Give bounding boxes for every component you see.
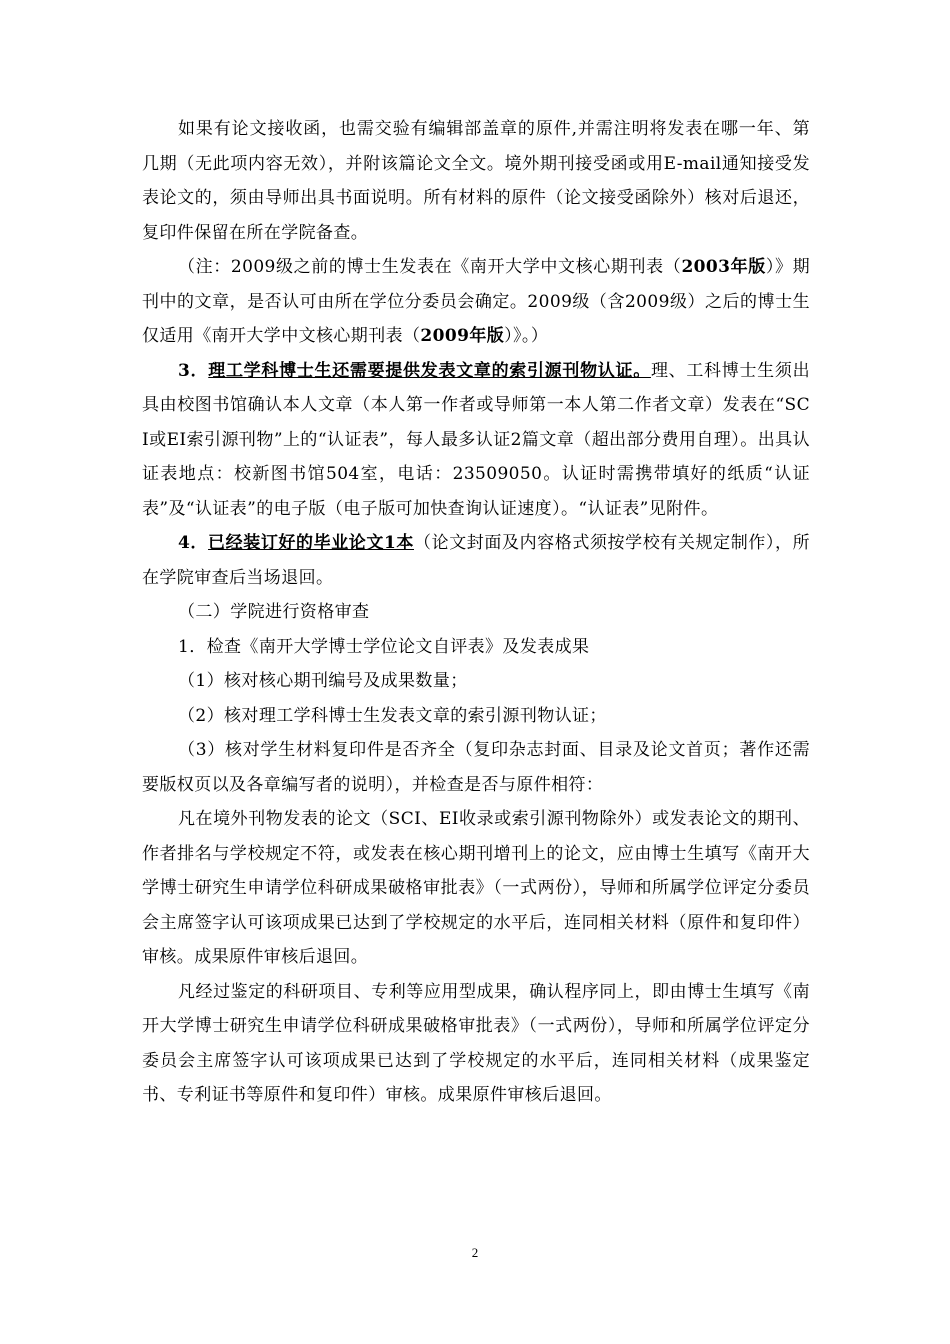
paragraph-note-2009 [142, 250, 810, 354]
page-number: 2 [471, 1245, 479, 1260]
paragraph-foreign-publications: 凡在境外刊物发表的论文（SCI、EI收录或索引源刊物除外）或发表论文的期刊、作者排名与学校规定不符，或发表在核心期刊增刊上的论文，应由博士生填写《南开大学博士研究生申请学位科研成果破格审批表》（一式两份），导师和所属学位评定分委员会主席签字认可该项成果已达到了学校规定的水平后，连同相关材料（原件和复印件）审核。成果原件审核后退回。 [142, 809, 810, 967]
paragraph-acceptance-letter: 如果有论文接收函，也需交验有编辑部盖章的原件,并需注明将发表在哪一年、第几期（无此项内容无效），并附该篇论文全文。境外期刊接受函或用E-mail通知接受发表论文的，须由导师出具书面说明。所有材料的原件（论文接受函除外）核对后退还，复印件保留在所在学院备查。 [142, 119, 810, 243]
note-text-e: ）》。） [504, 326, 549, 346]
item-4-heading: 已经装订好的毕业论文1本 [208, 533, 414, 553]
item-3-heading: 理工学科博士生还需要提供发表文章的索引源刊物认证。 [208, 360, 651, 381]
note-text-c: ）》期刊中的文章，是否认可由所在学位分委员会确定。2009级（含2009级）之后的博士生仅适用《南开大学中文核心期刊表（ [142, 257, 811, 346]
section-heading-2: （二）学院进行资格审查 [178, 602, 370, 622]
note-edition-2009: 2009年版 [420, 326, 505, 346]
item-3-number: 3． [178, 360, 209, 381]
page-body [142, 112, 810, 1113]
check-item-1: 1．检查《南开大学博士学位论文自评表》及发表成果 [178, 636, 590, 657]
paragraph-item-3 [142, 354, 810, 527]
check-item-1-2: （2）核对理工学科博士生发表文章的索引源刊物认证； [178, 705, 607, 726]
item-4-body: （论文封面及内容格式须按学校有关规定制作），所在学院审查后当场退回。 [142, 533, 810, 588]
check-item-1-1: （1）核对核心期刊编号及成果数量； [178, 671, 468, 691]
item-3-body: 理、工科博士生须出具由校图书馆确认本人文章（本人第一作者或导师第一本人第二作者文章）发表在“SCI或EI索引源刊物”上的“认证表”，每人最多认证2篇文章（超出部分费用自理）。出具认证表地点：校新图书馆504室，电话：23509050。认证时需携带填好的纸质“认证表”及“认证表”的电子版（电子版可加快查询认证速度）。“认证表”见附件。 [142, 360, 810, 519]
paragraph-item-4 [142, 526, 810, 595]
note-edition-2003: 2003年版 [681, 257, 766, 277]
note-text-a: （注：2009级之前的博士生发表在《南开大学中文核心期刊表（ [178, 257, 682, 277]
paragraph-appraised-projects: 凡经过鉴定的科研项目、专利等应用型成果，确认程序同上，即由博士生填写《南开大学博士研究生申请学位科研成果破格审批表》（一式两份），导师和所属学位评定分委员会主席签字认可该项成果已达到了学校规定的水平后，连同相关材料（成果鉴定书、专利证书等原件和复印件）审核。成果原件审核后退回。 [142, 981, 810, 1105]
check-item-1-3: （3）核对学生材料复印件是否齐全（复印杂志封面、目录及论文首页；著作还需要版权页以及各章编写者的说明），并检查是否与原件相符： [142, 740, 810, 795]
item-4-number: 4． [178, 533, 209, 553]
